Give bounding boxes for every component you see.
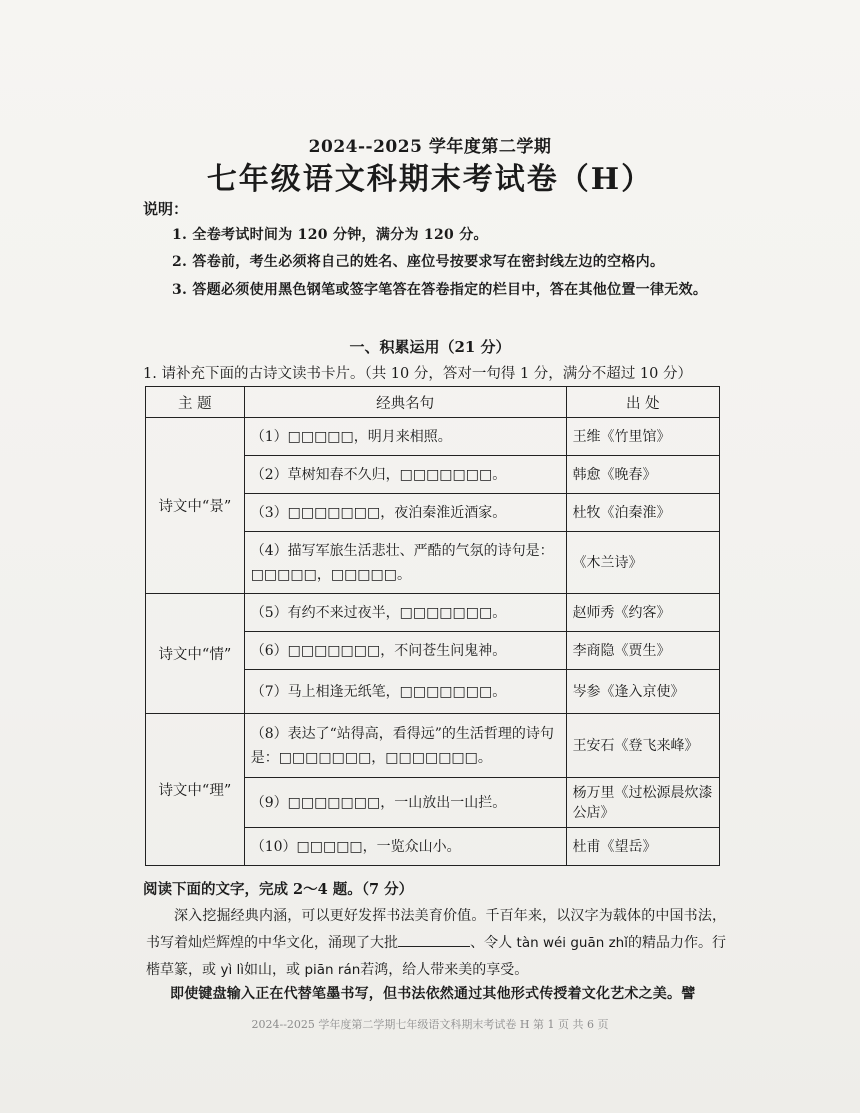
line-cell: （3）□□□□□□□，夜泊秦淮近酒家。 xyxy=(244,494,566,532)
line-cell: （10）□□□□□，一览众山小。 xyxy=(244,828,566,866)
reading-paragraph xyxy=(146,903,726,984)
source-cell: 杜牧《泊秦淮》 xyxy=(566,494,719,532)
paragraph-text: 若鸿，给人带来美的享受。 xyxy=(360,962,529,978)
instruction-item: 3. 答题必须使用黑色钢笔或签字笔答在答卷指定的栏目中，答在其他位置一律无效。 xyxy=(172,282,708,298)
instructions-heading: 说明： xyxy=(143,200,189,218)
line-cell: （5）有约不来过夜半，□□□□□□□。 xyxy=(244,594,566,632)
reading-heading: 阅读下面的文字，完成 2～4 题。（7 分） xyxy=(143,881,414,898)
source-cell: 王维《竹里馆》 xyxy=(566,418,719,456)
line-cell: （1）□□□□□，明月来相照。 xyxy=(244,418,566,456)
pinyin-text: tàn wéi guān zhǐ xyxy=(516,935,628,951)
source-cell: 《木兰诗》 xyxy=(566,532,719,594)
source-cell: 韩愈《晚春》 xyxy=(566,456,719,494)
header-source: 出 处 xyxy=(566,387,719,418)
header-theme: 主 题 xyxy=(146,387,245,418)
paragraph-text: 深入挖掘经典内涵，可以更好发挥书法美育价值。千百年来，以汉字为载体的中国书法，书写着灿烂辉煌的中华文化，涌现了大批 xyxy=(146,908,726,951)
paragraph-text: 、令人 xyxy=(470,935,513,951)
source-cell: 赵师秀《约客》 xyxy=(566,594,719,632)
page-footer: 2024--2025 学年度第二学期七年级语文科期末考试卷 H 第 1 页 共 6 页 xyxy=(251,1018,609,1031)
line-cell: （6）□□□□□□□，不问苍生问鬼神。 xyxy=(244,632,566,670)
table-row xyxy=(146,594,720,632)
reading-paragraph-2: 即使键盘输入正在代替笔墨书写，但书法依然通过其他形式传授着文化艺术之美。譬 xyxy=(170,986,696,1002)
paragraph-text: 如山，或 xyxy=(244,962,300,978)
exam-title: 七年级语文科期末考试卷（H） xyxy=(206,162,654,197)
theme-cell: 诗文中“景” xyxy=(146,418,245,594)
pinyin-text: yì lì xyxy=(220,962,244,978)
instruction-item: 1. 全卷考试时间为 120 分钟，满分为 120 分。 xyxy=(172,227,488,243)
source-cell: 李商隐《贾生》 xyxy=(566,632,719,670)
source-cell: 岑参《逢入京使》 xyxy=(566,670,719,714)
pinyin-text: piān rán xyxy=(304,962,361,978)
line-cell: （8）表达了“站得高，看得远”的生活哲理的诗句是：□□□□□□□，□□□□□□□。 xyxy=(244,714,566,778)
source-cell: 杨万里《过松源晨炊漆公店》 xyxy=(566,778,719,828)
line-cell: （4）描写军旅生活悲壮、严酷的气氛的诗句是：□□□□□，□□□□□。 xyxy=(244,532,566,594)
line-cell: （2）草树知春不久归，□□□□□□□。 xyxy=(244,456,566,494)
theme-cell: 诗文中“情” xyxy=(146,594,245,714)
poetry-card-table xyxy=(145,386,720,866)
source-cell: 杜甫《望岳》 xyxy=(566,828,719,866)
answer-blank[interactable] xyxy=(398,932,470,947)
header-line: 经典名句 xyxy=(244,387,566,418)
table-row xyxy=(146,714,720,778)
line-cell: （9）□□□□□□□，一山放出一山拦。 xyxy=(244,778,566,828)
instruction-item: 2. 答卷前，考生必须将自己的姓名、座位号按要求写在密封线左边的空格内。 xyxy=(172,254,665,270)
theme-cell: 诗文中“理” xyxy=(146,714,245,866)
exam-year-term: 2024--2025 学年度第二学期 xyxy=(308,137,552,157)
section-heading: 一、积累运用（21 分） xyxy=(349,338,511,356)
source-cell: 王安石《登飞来峰》 xyxy=(566,714,719,778)
table-header-row xyxy=(146,387,720,418)
table-row xyxy=(146,418,720,456)
line-cell: （7）马上相逢无纸笔，□□□□□□□。 xyxy=(244,670,566,714)
question-1-prompt: 1. 请补充下面的古诗文读书卡片。（共 10 分，答对一句得 1 分，满分不超过 10 分） xyxy=(143,366,692,382)
paragraph-text: 的精品力作。行楷草篆，或 xyxy=(146,935,727,978)
